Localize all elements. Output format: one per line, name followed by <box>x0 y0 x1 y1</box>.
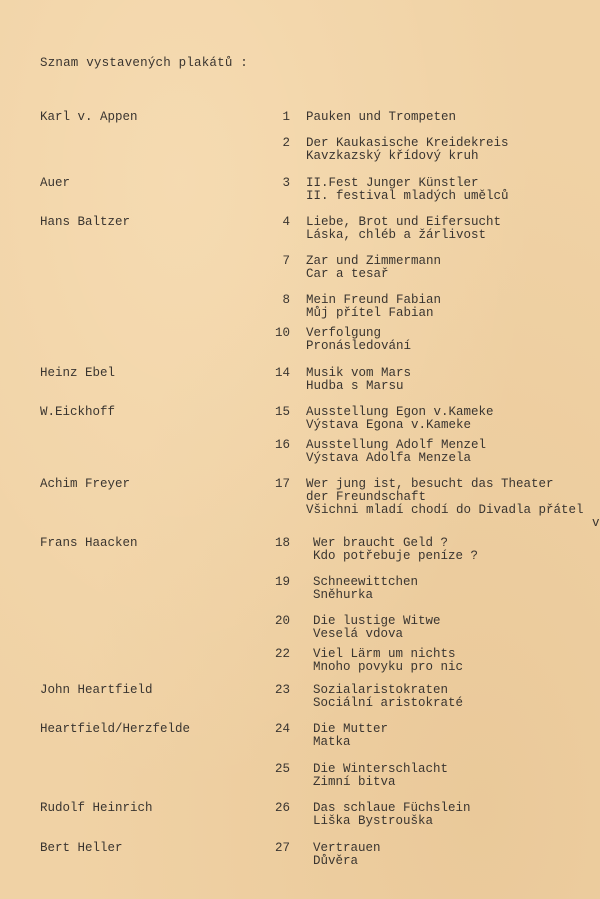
artist-name: Frans Haacken <box>40 536 138 550</box>
poster-title-line: II.Fest Junger Künstler <box>306 176 479 190</box>
poster-title <box>306 327 411 353</box>
poster-title-line: Veselá vdova <box>313 627 404 641</box>
poster-title-line: Das schlaue Füchslein <box>313 801 471 815</box>
poster-title-line: Mein Freund Fabian <box>306 293 442 307</box>
artist-name: Heinz Ebel <box>40 366 116 380</box>
poster-title <box>313 763 448 789</box>
poster-title <box>313 802 471 828</box>
poster-number: 3 <box>282 176 290 190</box>
poster-title-line: Wer jung ist, besucht das Theater <box>306 477 554 491</box>
poster-title-line: Die lustige Witwe <box>313 614 441 628</box>
poster-title <box>306 111 456 124</box>
poster-title <box>313 842 381 868</box>
poster-title-line: Všichni mladí chodí do Divadla přátel <box>306 503 584 517</box>
poster-number: 15 <box>274 405 290 419</box>
artist-name: Auer <box>40 176 71 190</box>
cut-off-text-fragment: v <box>592 516 600 530</box>
poster-title-line: Matka <box>313 735 351 749</box>
poster-title-line: Musik vom Mars <box>306 366 412 380</box>
poster-title-line: Sozialaristokraten <box>313 683 449 697</box>
poster-number: 19 <box>274 575 290 589</box>
poster-title-line: Sněhurka <box>313 588 374 602</box>
poster-title <box>306 255 441 281</box>
poster-title-line: Výstava Adolfa Menzela <box>306 451 472 465</box>
artist-name: W.Eickhoff <box>40 405 116 419</box>
poster-number: 22 <box>274 647 290 661</box>
poster-title-line: Liška Bystrouška <box>313 814 434 828</box>
poster-title-line: Ausstellung Egon v.Kameke <box>306 405 494 419</box>
poster-title-line: Kavzkazský křídový kruh <box>306 149 479 163</box>
poster-number: 10 <box>274 326 290 340</box>
poster-title-line: Viel Lärm um nichts <box>313 647 456 661</box>
poster-number: 23 <box>274 683 290 697</box>
poster-number: 26 <box>274 801 290 815</box>
poster-title-line: Liebe, Brot und Eifersucht <box>306 215 502 229</box>
poster-title-line: Der Kaukasische Kreidekreis <box>306 136 509 150</box>
poster-title-line: Car a tesař <box>306 267 389 281</box>
poster-title-line: Zar und Zimmermann <box>306 254 442 268</box>
poster-title-line: Kdo potřebuje peníze ? <box>313 549 479 563</box>
poster-title-line: Die Winterschlacht <box>313 762 449 776</box>
poster-title-line: Mnoho povyku pro nic <box>313 660 464 674</box>
poster-number: 17 <box>274 477 290 491</box>
artist-name: Rudolf Heinrich <box>40 801 153 815</box>
poster-title-line: Hudba s Marsu <box>306 379 404 393</box>
artist-name: Hans Baltzer <box>40 215 131 229</box>
poster-number: 1 <box>282 110 290 124</box>
poster-title <box>313 684 463 710</box>
poster-title <box>306 439 486 465</box>
poster-number: 14 <box>274 366 290 380</box>
poster-title <box>313 648 463 674</box>
poster-title-line: Zimní bitva <box>313 775 396 789</box>
poster-title-line: Vertrauen <box>313 841 381 855</box>
poster-title <box>306 406 494 432</box>
poster-number: 24 <box>274 722 290 736</box>
poster-title-line: Wer braucht Geld ? <box>313 536 449 550</box>
poster-title <box>306 478 584 517</box>
artist-name: Bert Heller <box>40 841 123 855</box>
artist-name: Heartfield/Herzfelde <box>40 722 191 736</box>
poster-title-line: Ausstellung Adolf Menzel <box>306 438 487 452</box>
poster-title-line: Láska, chléb a žárlivost <box>306 228 487 242</box>
poster-title-line: Pronásledování <box>306 339 412 353</box>
poster-title-line: Pauken und Trompeten <box>306 110 457 124</box>
poster-title-line: Verfolgung <box>306 326 382 340</box>
poster-number: 25 <box>274 762 290 776</box>
poster-number: 8 <box>282 293 290 307</box>
poster-title-line: der Freundschaft <box>306 490 427 504</box>
poster-number: 2 <box>282 136 290 150</box>
poster-number: 18 <box>274 536 290 550</box>
poster-title <box>313 537 478 563</box>
poster-title-line: Schneewittchen <box>313 575 419 589</box>
poster-number: 7 <box>282 254 290 268</box>
poster-title-line: Můj přítel Fabian <box>306 306 434 320</box>
poster-title-line: Důvěra <box>313 854 359 868</box>
poster-title-line: Die Mutter <box>313 722 389 736</box>
poster-title-line: II. festival mladých umělců <box>306 189 509 203</box>
document-heading: Sznam vystavených plakátů : <box>40 56 248 70</box>
artist-name: Karl v. Appen <box>40 110 138 124</box>
poster-number: 27 <box>274 841 290 855</box>
poster-title <box>306 216 501 242</box>
poster-title <box>306 137 509 163</box>
poster-title-line: Sociální aristokraté <box>313 696 464 710</box>
poster-title <box>313 723 388 749</box>
poster-title <box>306 294 441 320</box>
poster-number: 16 <box>274 438 290 452</box>
poster-title <box>313 576 418 602</box>
poster-title-line: Výstava Egona v.Kameke <box>306 418 472 432</box>
poster-title <box>306 367 411 393</box>
poster-title <box>313 615 441 641</box>
poster-number: 4 <box>282 215 290 229</box>
artist-name: Achim Freyer <box>40 477 131 491</box>
artist-name: John Heartfield <box>40 683 153 697</box>
poster-number: 20 <box>274 614 290 628</box>
poster-title <box>306 177 509 203</box>
